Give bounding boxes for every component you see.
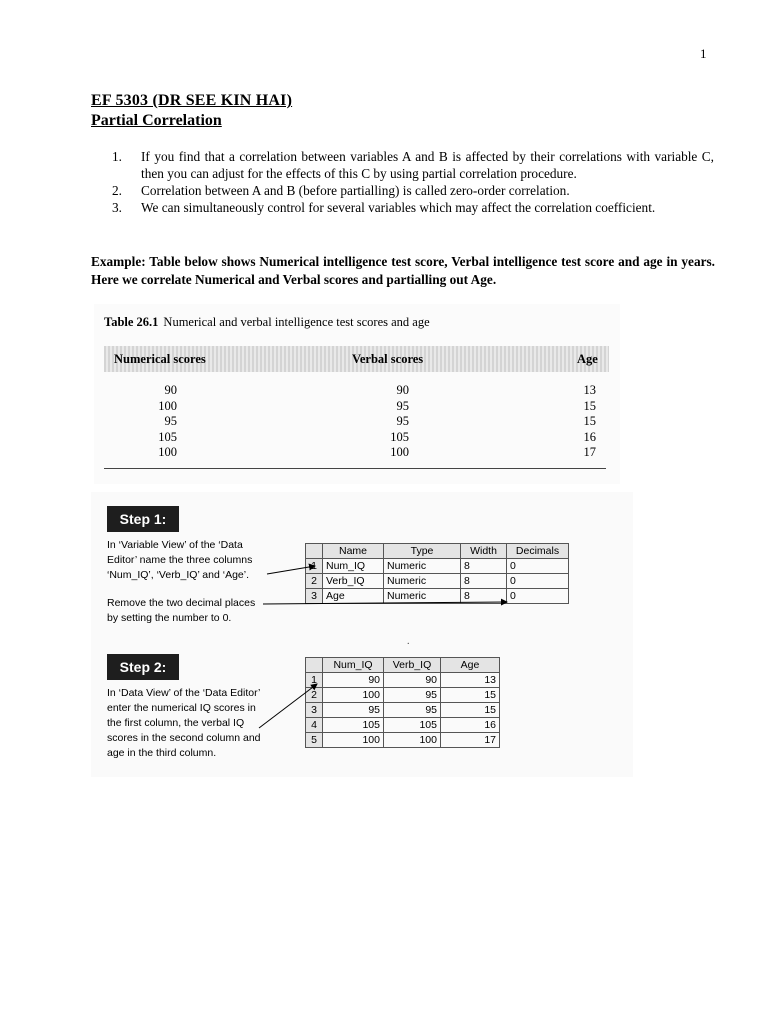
step1-note: Remove the two decimal places by setting the number to 0.	[107, 597, 256, 624]
data-row[interactable]: 1 90 90 13	[306, 673, 500, 688]
data-row[interactable]: 5 100 100 17	[306, 733, 500, 748]
course-title: EF 5303 (DR SEE KIN HAI)	[91, 92, 293, 109]
variable-row[interactable]: 2 Verb_IQ Numeric 8 0	[306, 574, 569, 589]
step2-instructions: In ‘Data View’ of the ‘Data Editor’ enter the numerical IQ scores in the first column, the verbal IQ scores in the second column and age in the third column.	[107, 687, 261, 759]
step2-data-arrow	[259, 684, 317, 728]
key-points-list	[108, 148, 714, 216]
table-row: 90 90 13	[164, 383, 596, 397]
data-row[interactable]: 4 105 105 16	[306, 718, 500, 733]
step1-decimals-arrow	[263, 602, 507, 604]
data-row[interactable]: 2 100 95 15	[306, 688, 500, 703]
step1-badge: Step 1:	[107, 506, 179, 532]
data-view-grid: Num_IQ Verb_IQ Age 1 90 90 13 2 100 95 15 3 95 95 15 4 105 105 16 5 100 100 17	[305, 657, 500, 748]
step2-badge: Step 2:	[107, 654, 179, 680]
table-26-1	[94, 304, 620, 484]
variable-row[interactable]: 3 Age Numeric 8 0	[306, 589, 569, 604]
table-bottom-rule	[104, 468, 606, 469]
key-point: 3. We can simultaneously control for several variables which may affect the correlation coefficient.	[112, 200, 656, 215]
example-paragraph: Example: Table below shows Numerical intelligence test score, Verbal intelligence test score and age in years. Here we correlate Numerical and Verbal scores and partialling out Age.	[91, 254, 715, 287]
variable-row[interactable]: 1 Num_IQ Numeric 8 0	[306, 559, 569, 574]
variable-view-grid: Name Type Width Decimals 1 Num_IQ Numeric 8 0 2 Verb_IQ Numeric 8 0 3 Age Numeric 8 0	[305, 543, 569, 604]
annotation-arrows	[91, 492, 633, 777]
spss-steps-figure	[91, 492, 633, 777]
topic-title: Partial Correlation	[91, 112, 222, 129]
key-point: 1. If you find that a correlation between variables A and B is affected by their correlations with variable C, then you can adjust for the effects of this C by using partial correlation procedure.	[112, 149, 714, 181]
table-caption: Table 26.1 Numerical and verbal intelligence test scores and age	[104, 315, 430, 329]
step1-instructions: In ‘Variable View’ of the ‘Data Editor’ name the three columns ‘Num_IQ’, ‘Verb_IQ’ and ‘Age’.	[107, 539, 253, 581]
step1-name-arrow	[267, 566, 315, 574]
table-row: 100 100 17	[158, 445, 596, 459]
table-row: 95 95 15	[164, 414, 596, 428]
page-number: 1	[700, 46, 707, 61]
table-row: 100 95 15	[158, 399, 596, 413]
table-row: 105 105 16	[158, 430, 596, 444]
key-point: 2. Correlation between A and B (before partialling) is called zero-order correlation.	[112, 183, 570, 198]
data-row[interactable]: 3 95 95 15	[306, 703, 500, 718]
table-header: Numerical scores Verbal scores Age	[104, 346, 609, 372]
